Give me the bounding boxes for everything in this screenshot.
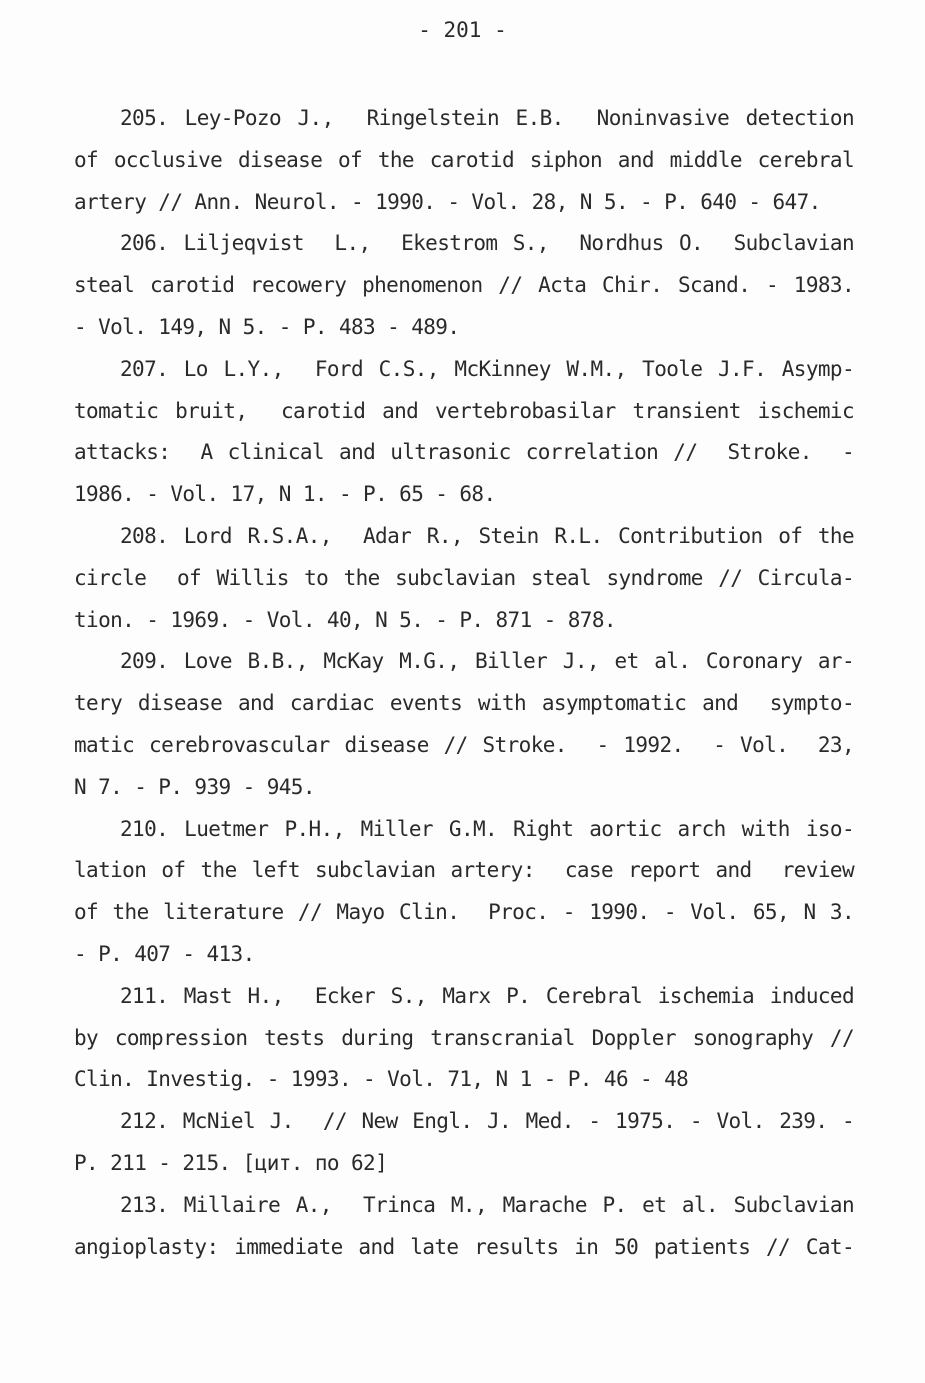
reference-line: artery // Ann. Neurol. - 1990. - Vol. 28, N 5. - P. 640 - 647.: [74, 189, 821, 214]
page-number: - 201 -: [418, 18, 507, 42]
reference-210: [74, 809, 854, 976]
reference-208: [74, 516, 854, 641]
reference-line: N 7. - P. 939 - 945.: [74, 774, 315, 799]
reference-line: of occlusive disease of the carotid siphon and middle cerebral: [74, 147, 854, 172]
reference-line: angioplasty: immediate and late results in 50 patients // Cat-: [74, 1234, 854, 1259]
reference-line: of the literature // Mayo Clin. Proc. - 1990. - Vol. 65, N 3.: [74, 900, 854, 925]
reference-213: [74, 1185, 854, 1269]
reference-line: 211. Mast H., Ecker S., Marx P. Cerebral ischemia induced: [120, 983, 854, 1008]
reference-line: 213. Millaire A., Trinca M., Marache P. et al. Subclavian: [120, 1192, 854, 1217]
reference-211: [74, 976, 854, 1101]
reference-list: [74, 98, 854, 1268]
reference-line: - Vol. 149, N 5. - P. 483 - 489.: [74, 314, 460, 339]
reference-line: 1986. - Vol. 17, N 1. - P. 65 - 68.: [74, 482, 496, 507]
reference-205: [74, 98, 854, 223]
reference-line: tomatic bruit, carotid and vertebrobasilar transient ischemic: [74, 398, 854, 423]
reference-line: matic cerebrovascular disease // Stroke. - 1992. - Vol. 23,: [74, 732, 854, 757]
reference-line: attacks: A clinical and ultrasonic correlation // Stroke. -: [74, 440, 854, 465]
reference-line: lation of the left subclavian artery: case report and review: [74, 858, 854, 883]
reference-line: 205. Ley-Pozo J., Ringelstein E.B. Noninvasive detection: [120, 106, 854, 130]
reference-209: [74, 641, 854, 808]
reference-line: P. 211 - 215. [цит. по 62]: [74, 1150, 388, 1175]
reference-line: 208. Lord R.S.A., Adar R., Stein R.L. Contribution of the: [120, 523, 854, 548]
reference-207: [74, 349, 854, 516]
reference-line: steal carotid recowery phenomenon // Acta Chir. Scand. - 1983.: [74, 273, 854, 298]
reference-212: [74, 1101, 854, 1185]
reference-line: 209. Love B.B., McKay M.G., Biller J., et al. Coronary ar-: [120, 649, 854, 674]
reference-line: circle of Willis to the subclavian steal syndrome // Circula-: [74, 565, 854, 590]
reference-line: Clin. Investig. - 1993. - Vol. 71, N 1 - P. 46 - 48: [74, 1067, 689, 1092]
reference-line: tery disease and cardiac events with asymptomatic and sympto-: [74, 691, 854, 716]
reference-206: [74, 223, 854, 348]
reference-line: 210. Luetmer P.H., Miller G.M. Right aortic arch with iso-: [120, 816, 854, 841]
reference-line: 206. Liljeqvist L., Ekestrom S., Nordhus O. Subclavian: [120, 231, 854, 256]
reference-line: 212. McNiel J. // New Engl. J. Med. - 1975. - Vol. 239. -: [120, 1109, 854, 1134]
reference-line: by compression tests during transcranial Doppler sonography //: [74, 1025, 854, 1050]
reference-line: - P. 407 - 413.: [74, 941, 255, 966]
reference-line: tion. - 1969. - Vol. 40, N 5. - P. 871 - 878.: [74, 607, 616, 632]
reference-line: 207. Lo L.Y., Ford C.S., McKinney W.M., Toole J.F. Asymp-: [120, 356, 854, 381]
